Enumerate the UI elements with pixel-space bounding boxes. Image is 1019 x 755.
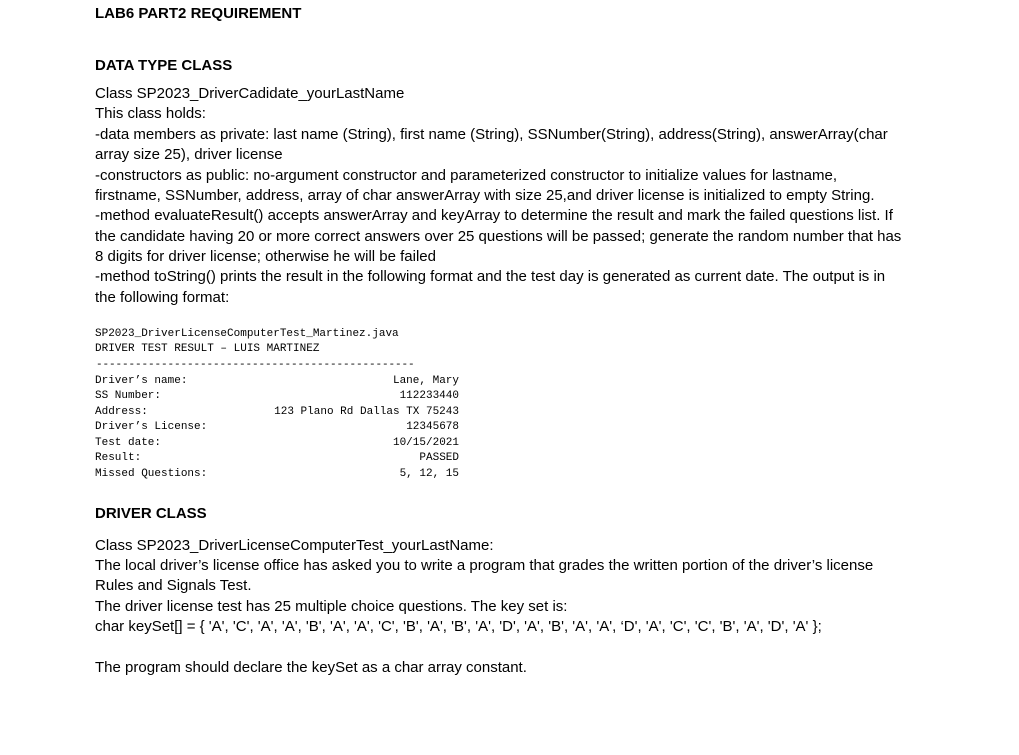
driver-line: The local driver’s license office has asked you to write a program that grades the written portion of the driver’s license [95, 557, 874, 574]
result-row [95, 405, 459, 421]
data-type-class-heading: DATA TYPE CLASS [95, 57, 233, 74]
result-label: Result: [95, 452, 142, 464]
result-label: Driver’s License: [95, 421, 208, 433]
driver-line: The driver license test has 25 multiple choice questions. The key set is: [95, 598, 568, 615]
result-label: SS Number: [95, 390, 162, 402]
result-value: 12345678 [406, 421, 459, 433]
result-value: 5, 12, 15 [399, 468, 459, 480]
result-row [95, 451, 459, 467]
result-value: 10/15/2021 [392, 437, 459, 449]
data-type-line: firstname, SSNumber, address, array of char answerArray with size 25,and driver license is initialized to empty String. [95, 187, 875, 204]
result-label: Address: [95, 406, 148, 418]
data-type-line: -method toString() prints the result in the following format and the test day is generated as current date. The output is in [95, 268, 886, 285]
result-row [95, 467, 459, 483]
result-label: Test date: [95, 437, 162, 449]
result-value: 123 Plano Rd Dallas TX 75243 [274, 406, 459, 418]
data-type-line: This class holds: [95, 105, 206, 122]
data-type-line: 8 digits for driver license; otherwise he will be failed [95, 248, 436, 265]
data-type-line: -constructors as public: no-argument constructor and parameterized constructor to initialize values for lastname, [95, 167, 838, 184]
sample-header: DRIVER TEST RESULT – LUIS MARTINEZ [95, 343, 320, 355]
result-label: Driver’s name: [95, 375, 188, 387]
data-type-line: the candidate having 20 or more correct answers over 25 questions will be passed; generate the random number that has [95, 228, 902, 245]
result-row [95, 389, 459, 405]
data-type-line: -method evaluateResult() accepts answerArray and keyArray to determine the result and mark the failed questions list. If [95, 207, 893, 224]
data-type-line: array size 25), driver license [95, 146, 283, 163]
data-type-line: Class SP2023_DriverCadidate_yourLastName [95, 85, 405, 102]
result-row [95, 374, 459, 390]
result-label: Missed Questions: [95, 468, 208, 480]
data-type-line: -data members as private: last name (String), first name (String), SSNumber(String), address(String), answerArray(char [95, 126, 888, 143]
final-note: The program should declare the keySet as a char array constant. [95, 659, 527, 676]
driver-class-heading: DRIVER CLASS [95, 505, 207, 522]
driver-line: Rules and Signals Test. [95, 577, 252, 594]
sample-separator: ------------------------------------------------- [96, 359, 415, 371]
result-value: Lane, Mary [392, 375, 459, 387]
data-type-line: the following format: [95, 289, 230, 306]
result-row [95, 436, 459, 452]
driver-line: Class SP2023_DriverLicenseComputerTest_yourLastName: [95, 537, 494, 554]
result-value: PASSED [419, 452, 459, 464]
result-row [95, 420, 459, 436]
page-title: LAB6 PART2 REQUIREMENT [95, 5, 302, 22]
keyset-line: char keySet[] = { 'A', 'C', 'A', 'A', 'B', 'A', 'A', 'C', 'B', 'A', 'B', 'A', 'D', 'A', 'B', 'A', 'A', ‘D', 'A', 'C', 'C', 'B', 'A', 'D', 'A' }; [95, 618, 822, 635]
result-value: 112233440 [399, 390, 459, 402]
sample-filename: SP2023_DriverLicenseComputerTest_Martinez.java [95, 328, 399, 340]
